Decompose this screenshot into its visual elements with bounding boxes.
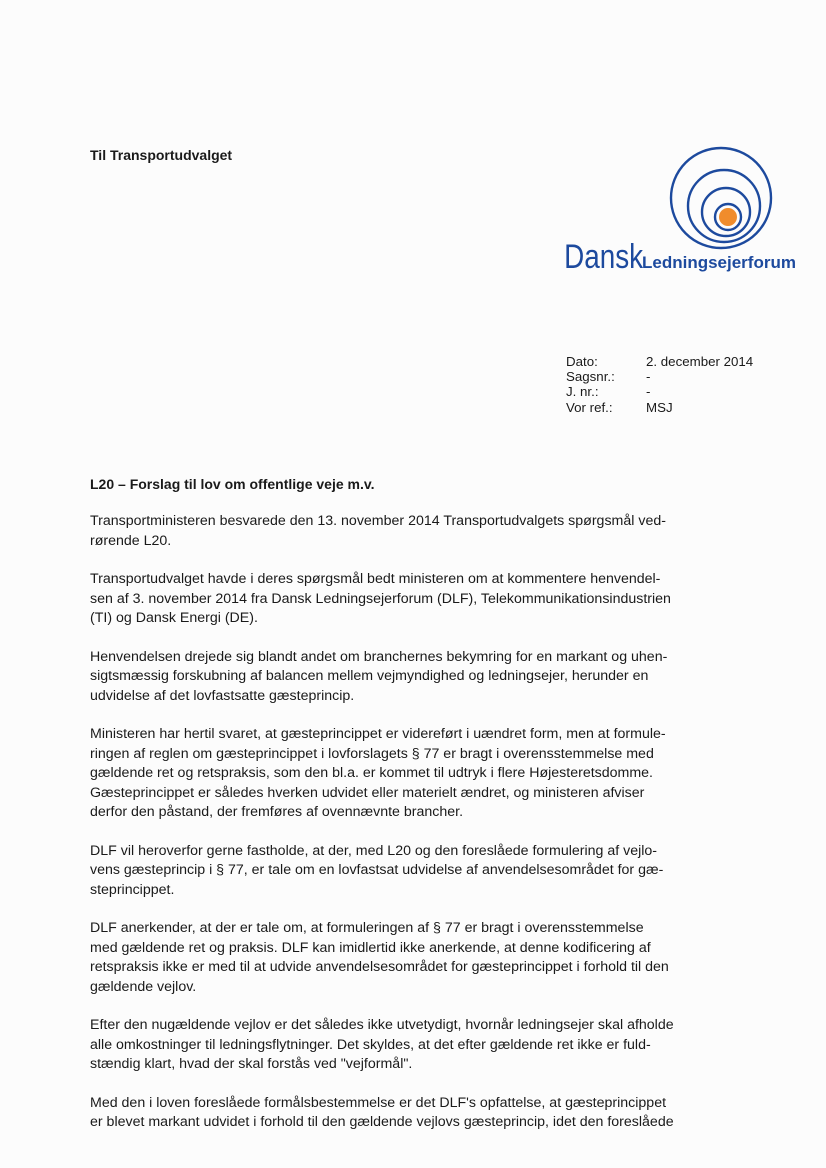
meta-value: -	[646, 369, 651, 385]
recipient-heading: Til Transportudvalget	[90, 147, 233, 163]
logo-rings	[671, 148, 771, 248]
meta-row-our-reference	[566, 400, 753, 415]
logo-graphic	[560, 140, 800, 290]
paragraph: Transportministeren besvarede den 13. november 2014 Transportudvalgets spørgsmål ved- rørende L20.	[90, 513, 666, 549]
meta-label: Dato:	[566, 354, 598, 369]
subject-heading: L20 – Forslag til lov om offentlige veje m.v.	[90, 476, 375, 492]
paragraph: Efter den nugældende vejlov er det således ikke utvetydigt, hvornår ledningsejer skal afholde alle omkostninger til ledningsflytninger. Det skyldes, at det efter gældende ret ikke er fuld- stændig klart, hvad der skal forstås ved "vejformål".	[90, 1017, 674, 1072]
meta-value: 2. december 2014	[646, 354, 754, 369]
paragraph: Ministeren har hertil svaret, at gæsteprincippet er videreført i uændret form, men at formule- ringen af reglen om gæsteprincippet i lovforslagets § 77 er bragt i overensstemmelse med gældende ret og retspraksis, som den bl.a. er kommet til udtryk i flere Højesteretsdomme. Gæsteprincippet er således hverken udvidet eller materielt ændret, og ministeren afviser derfor den påstand, der fremføres af ovennævnte brancher.	[90, 726, 666, 820]
paragraph: DLF vil heroverfor gerne fastholde, at der, med L20 og den foreslåede formulering af vejlo- vens gæsteprincip i § 77, er tale om en lovfastsat udvidelse af anvendelsesområdet for gæ- steprincippet.	[90, 842, 664, 898]
letter-body	[90, 512, 730, 1152]
reference-block	[566, 354, 753, 415]
sun-icon	[719, 208, 737, 226]
paragraph: Transportudvalget havde i deres spørgsmål bedt ministeren om at kommentere henvendel- sen af 3. november 2014 fra Dansk Ledningsejerforum (DLF), Telekommunikationsindustrien (TI) og Dansk Energi (DE).	[90, 571, 671, 626]
meta-row-journal-number	[566, 384, 753, 399]
meta-label: Sagsnr.:	[566, 369, 615, 385]
meta-value: MSJ	[646, 399, 673, 415]
paragraph: DLF anerkender, at der er tale om, at formuleringen af § 77 er bragt i overensstemmelse med gældende ret og praksis. DLF kan imidlertid ikke anerkende, at denne kodificering af retspraksis ikke er med til at udvide anvendelsesområdet for gæsteprincippet i forhold til den gældende vejlov.	[90, 920, 669, 995]
paragraph: Med den i loven foreslåede formålsbestemmelse er det DLF's opfattelse, at gæsteprincippet er blevet markant udvidet i forhold til den gældende vejlovs gæsteprincip, idet den foreslåede	[90, 1094, 674, 1130]
meta-value: -	[646, 384, 651, 400]
meta-label: Vor ref.:	[566, 399, 613, 415]
meta-row-date	[566, 354, 753, 369]
meta-label: J. nr.:	[566, 384, 599, 400]
logo-word-ledningsejerforum: Ledningsejerforum	[642, 253, 796, 272]
paragraph: Henvendelsen drejede sig blandt andet om branchernes bekymring for en markant og uhen- sigtsmæssig forskubning af balancen mellem vejmyndighed og ledningsejer, herunder en udvidelse af det lovfastsatte gæsteprincip.	[90, 648, 668, 704]
logo-word-dansk: Dansk	[564, 237, 644, 276]
meta-row-case-number	[566, 369, 753, 384]
dansk-ledningsejerforum-logo	[560, 140, 800, 290]
